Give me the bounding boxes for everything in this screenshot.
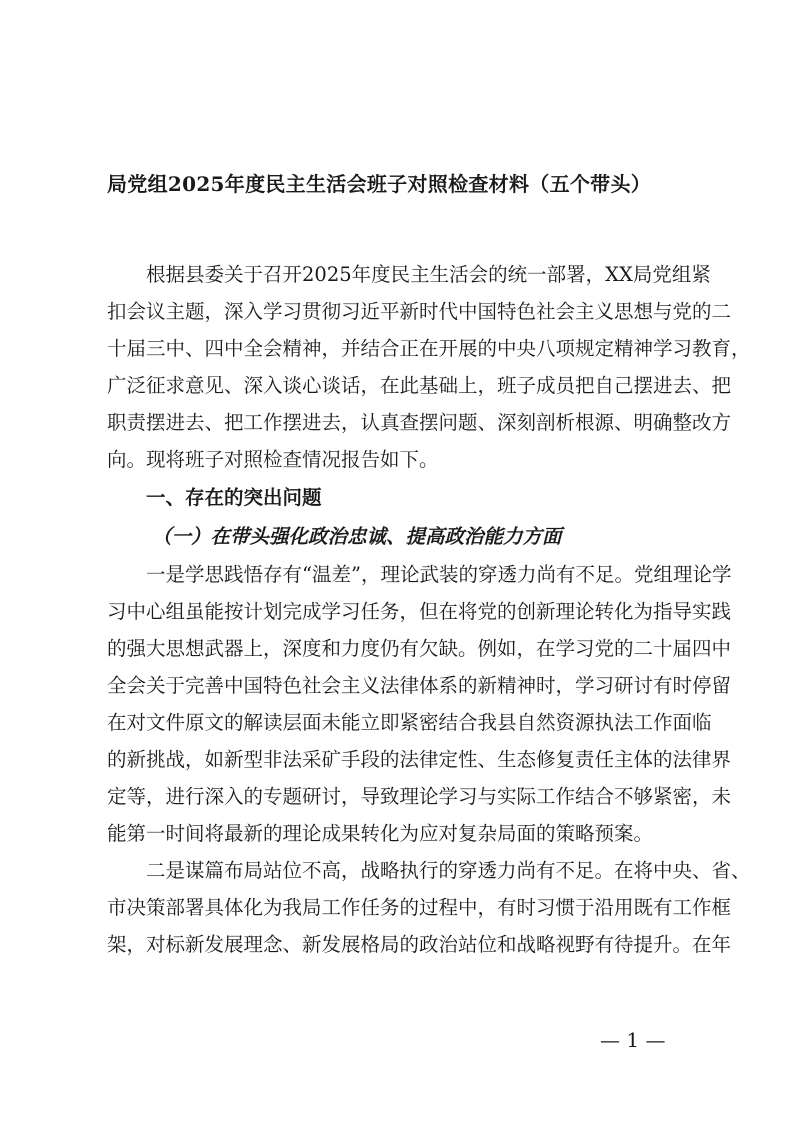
text-line: 定等，进行深入的专题研讨，导致理论学习与实际工作结合不够紧密，未 bbox=[107, 785, 732, 808]
document-title: 局党组2025年度民主生活会班子对照检查材料（五个带头） bbox=[107, 172, 652, 196]
paragraph-issue-2 bbox=[107, 852, 751, 963]
text-line: 的新挑战，如新型非法采矿手段的法律定性、生态修复责任主体的法律界 bbox=[107, 748, 732, 771]
text-line: 架，对标新发展理念、新发展格局的政治站位和战略视野有待提升。在年 bbox=[107, 933, 732, 956]
text-line: 职责摆进去、把工作摆进去，认真查摆问题、深刻剖析根源、明确整改方 bbox=[107, 411, 732, 434]
section-heading: 一、存在的突出问题 bbox=[146, 486, 322, 509]
paragraph-issue-1 bbox=[107, 556, 732, 852]
subsection-heading: （一）在带头强化政治忠诚、提高政治能力方面 bbox=[152, 525, 562, 548]
text-line: 二是谋篇布局站位不高，战略执行的穿透力尚有不足。在将中央、省、 bbox=[146, 859, 751, 882]
text-line: 广泛征求意见、深入谈心谈话，在此基础上，班子成员把自己摆进去、把 bbox=[107, 374, 732, 397]
text-line: 向。现将班子对照检查情况报告如下。 bbox=[107, 448, 439, 471]
text-line: 能第一时间将最新的理论成果转化为应对复杂局面的策略预案。 bbox=[107, 822, 654, 845]
text-line: 在对文件原文的解读层面未能立即紧密结合我县自然资源执法工作面临 bbox=[107, 711, 712, 734]
text-line: 习中心组虽能按计划完成学习任务，但在将党的创新理论转化为指导实践 bbox=[107, 600, 732, 623]
text-line: 十届三中、四中全会精神，并结合正在开展的中央八项规定精神学习教育， bbox=[107, 337, 751, 360]
text-line: 的强大思想武器上，深度和力度仍有欠缺。例如，在学习党的二十届四中 bbox=[107, 637, 732, 660]
text-line: 根据县委关于召开2025年度民主生活会的统一部署，XX局党组紧 bbox=[146, 263, 711, 286]
text-line: 一是学思践悟存有“温差”，理论武装的穿透力尚有不足。党组理论学 bbox=[146, 563, 732, 586]
text-line: 全会关于完善中国特色社会主义法律体系的新精神时，学习研讨有时停留 bbox=[107, 674, 732, 697]
text-line: 市决策部署具体化为我局工作任务的过程中，有时习惯于沿用既有工作框 bbox=[107, 896, 732, 919]
paragraph-intro bbox=[107, 256, 751, 478]
text-line: 扣会议主题，深入学习贯彻习近平新时代中国特色社会主义思想与党的二 bbox=[107, 300, 732, 323]
page-number: — 1 — bbox=[600, 1028, 666, 1052]
document-body bbox=[107, 256, 751, 963]
